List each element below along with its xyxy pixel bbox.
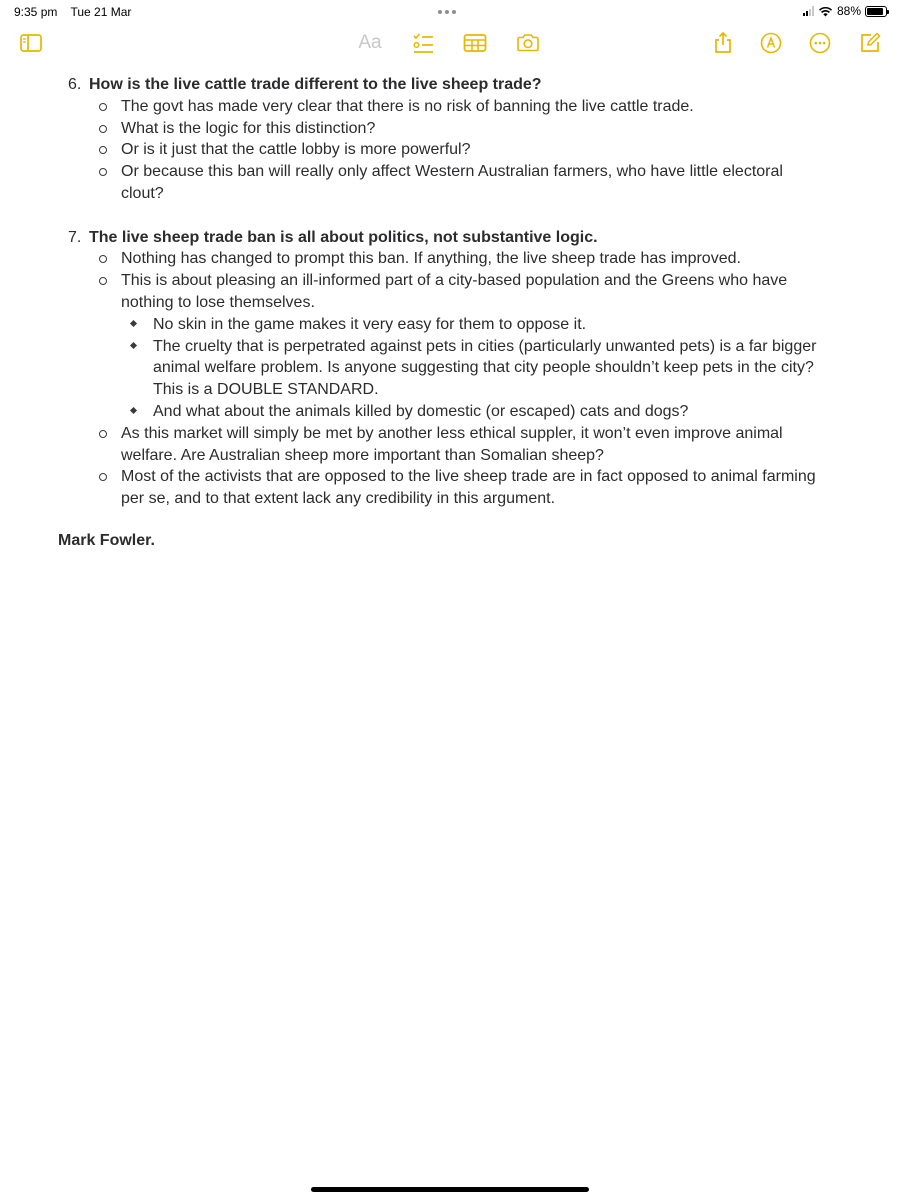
diamond-bullet-icon <box>130 342 137 349</box>
section-6 <box>0 74 899 205</box>
status-right <box>803 4 887 18</box>
sub-bullet-text: No skin in the game makes it very easy for them to oppose it. <box>153 315 587 333</box>
numbered-item <box>0 74 899 96</box>
circle-bullet-icon <box>99 168 107 176</box>
list-item <box>0 270 899 314</box>
bullet-text: Or because this ban will really only affect Western Australian farmers, who have little electoral clout? <box>121 163 783 202</box>
sidebar-icon <box>19 31 43 55</box>
list-item <box>0 161 899 205</box>
sub-list-item <box>0 401 899 423</box>
circle-bullet-icon <box>99 146 107 154</box>
status-time: 9:35 pm <box>14 5 58 19</box>
more-button[interactable] <box>805 28 835 58</box>
home-indicator[interactable] <box>311 1187 589 1192</box>
bullet-text: The govt has made very clear that there is no risk of banning the live cattle trade. <box>121 97 694 115</box>
battery-fill <box>867 8 883 15</box>
numbered-item <box>0 227 899 249</box>
list-item <box>0 423 899 467</box>
compose-icon <box>858 31 882 55</box>
bullet-text: Nothing has changed to prompt this ban. If anything, the live sheep trade has improved. <box>121 250 741 268</box>
diamond-bullet-icon <box>130 407 137 414</box>
note-body[interactable] <box>0 74 899 510</box>
circle-bullet-icon <box>99 125 107 133</box>
status-bar <box>0 0 899 24</box>
diamond-bullet-icon <box>130 320 137 327</box>
sub-bullet-text: The cruelty that is perpetrated against pets in cities (particularly unwanted pets) is a far bigger animal welfare problem. Is anyone suggesting that city people shouldn’t keep pets in the city? This is a DOUBLE STANDARD. <box>153 337 817 399</box>
status-date: Tue 21 Mar <box>70 5 132 19</box>
section-7 <box>0 227 899 510</box>
notes-toolbar <box>0 28 899 60</box>
bullet-text: This is about pleasing an ill-informed part of a city-based population and the Greens who have nothing to lose themselves. <box>121 272 788 311</box>
table-button[interactable] <box>460 28 490 58</box>
bullet-text: What is the logic for this distinction? <box>121 119 376 137</box>
list-item <box>0 248 899 270</box>
list-item <box>0 118 899 140</box>
circle-bullet-icon <box>99 277 107 285</box>
share-icon <box>711 31 735 55</box>
sub-list-item <box>0 314 899 336</box>
section-heading: How is the live cattle trade different to the live sheep trade? <box>89 76 542 93</box>
list-item <box>0 139 899 161</box>
battery-percent: 88% <box>836 4 861 18</box>
circle-bullet-icon <box>99 430 107 438</box>
camera-button[interactable] <box>513 28 543 58</box>
item-number: 6. <box>68 76 82 93</box>
cellular-signal-icon <box>803 6 814 16</box>
markup-button[interactable] <box>756 28 786 58</box>
bullet-text: Or is it just that the cattle lobby is more powerful? <box>121 141 471 159</box>
sub-bullet-text: And what about the animals killed by domestic (or escaped) cats and dogs? <box>153 402 689 420</box>
list-item <box>0 96 899 118</box>
item-number: 7. <box>68 228 82 246</box>
bullet-text: As this market will simply be met by another less ethical suppler, it won’t even improve animal welfare. Are Australian sheep more important than Somalian sheep? <box>121 424 783 464</box>
share-button[interactable] <box>708 28 738 58</box>
signature: Mark Fowler. <box>58 532 155 549</box>
circle-bullet-icon <box>99 103 107 111</box>
markup-icon <box>759 31 783 55</box>
battery-icon <box>865 6 887 17</box>
bullet-text: Most of the activists that are opposed to the live sheep trade are in fact opposed to animal farming per se, and to that extent lack any credibility in this argument. <box>121 468 816 508</box>
status-left <box>14 5 141 19</box>
blank-line <box>0 205 899 227</box>
circle-bullet-icon <box>99 255 107 263</box>
table-icon <box>463 31 487 55</box>
checklist-icon <box>411 31 435 55</box>
wifi-icon <box>818 6 833 17</box>
multitasking-dots-icon[interactable] <box>438 10 456 14</box>
sidebar-toggle-button[interactable] <box>16 28 46 58</box>
compose-button[interactable] <box>855 28 885 58</box>
camera-icon <box>516 31 540 55</box>
sub-list-item <box>0 336 899 401</box>
format-button[interactable] <box>355 28 385 58</box>
list-item <box>0 466 899 510</box>
format-label: Aa <box>358 32 382 53</box>
more-icon <box>808 31 832 55</box>
section-heading: The live sheep trade ban is all about politics, not substantive logic. <box>89 228 598 246</box>
circle-bullet-icon <box>99 473 107 481</box>
checklist-button[interactable] <box>408 28 438 58</box>
